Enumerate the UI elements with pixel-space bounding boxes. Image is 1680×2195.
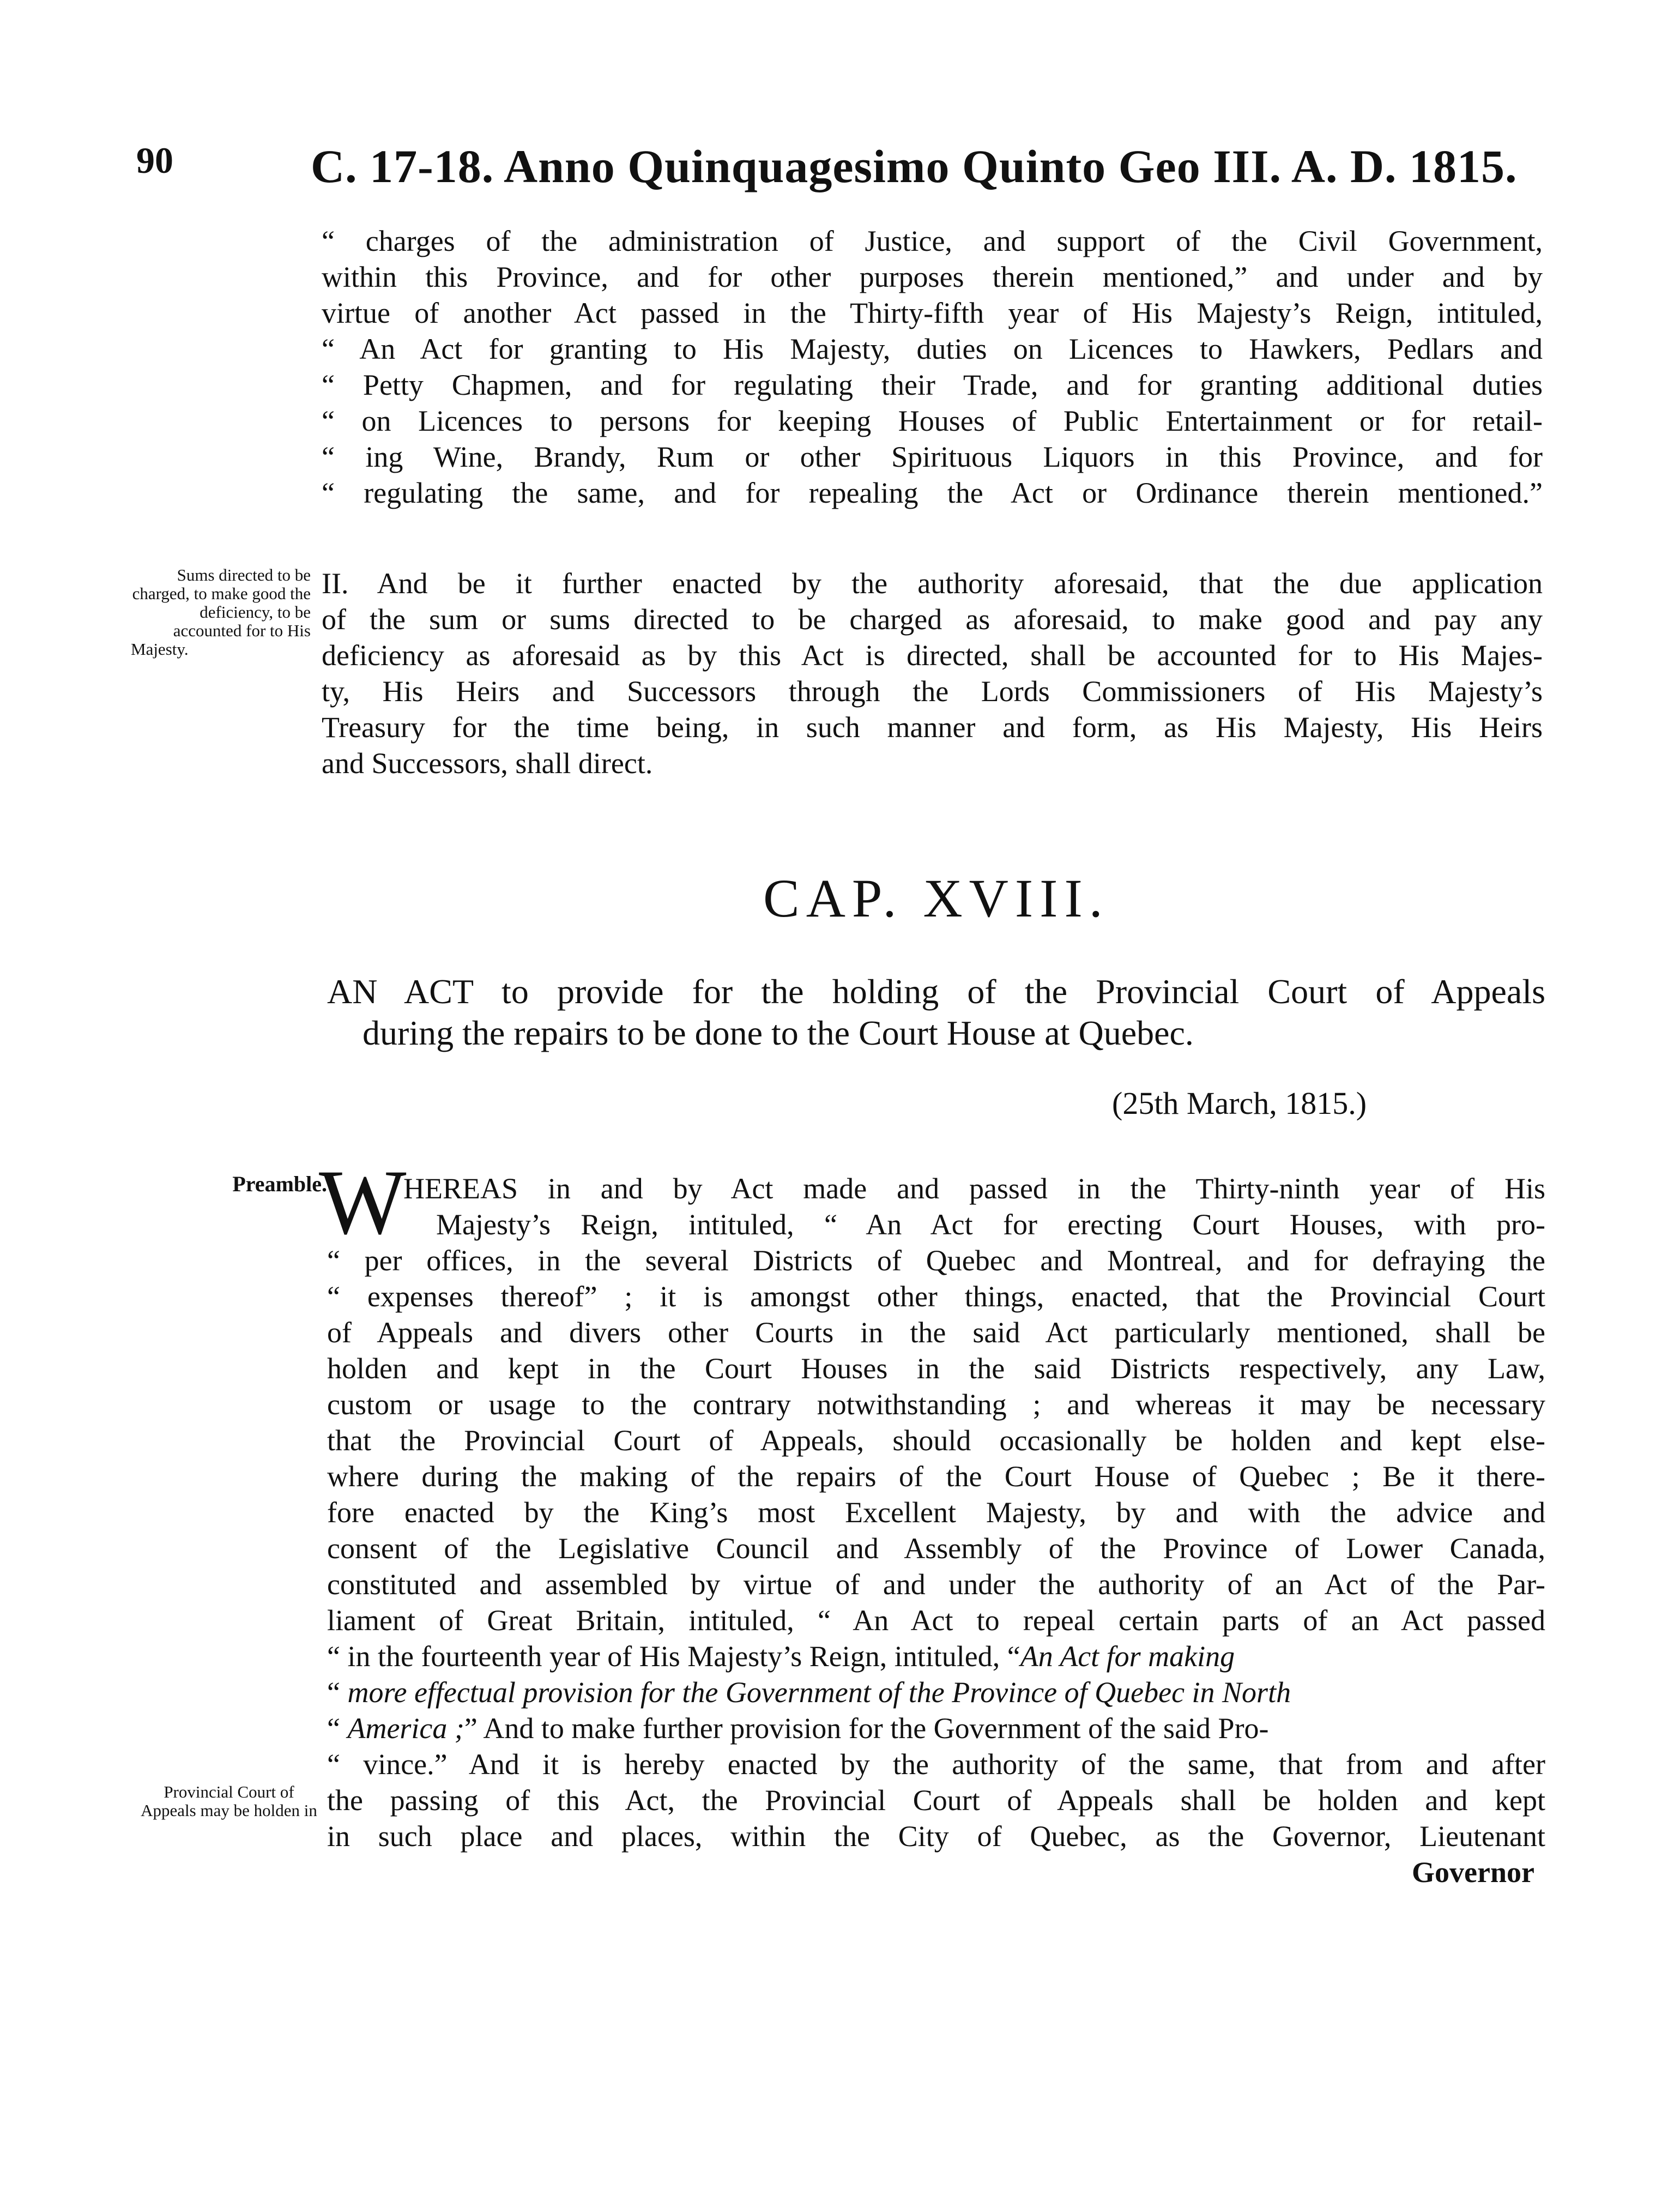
text-line: of the sum or sums directed to be charged as aforesaid, to make good and pay any xyxy=(322,603,1543,636)
text-line xyxy=(327,1639,1235,1674)
catchword: Governor xyxy=(1412,1856,1534,1889)
text-segment-italic: An Act for making xyxy=(1020,1640,1235,1673)
text-line: “ Petty Chapmen, and for regulating their Trade, and for granting additional duties xyxy=(322,369,1543,401)
text-line: consent of the Legislative Council and Assembly of the Province of Lower Canada, xyxy=(327,1532,1545,1565)
text-segment: ” And to make further provision for the Government of the said Pro- xyxy=(464,1712,1269,1745)
text-line: “ ing Wine, Brandy, Rum or other Spirituous Liquors in this Province, and for xyxy=(322,441,1543,473)
text-line: where during the making of the repairs of the Court House of Quebec ; Be it there- xyxy=(327,1460,1545,1493)
text-line: deficiency as aforesaid as by this Act is directed, shall be accounted for to His Majes- xyxy=(322,639,1543,672)
text-line: ty, His Heirs and Successors through the Lords Commissioners of His Majesty’s xyxy=(322,675,1543,708)
text-segment-italic: America ; xyxy=(347,1712,464,1745)
margin-note-sums-directed: Sums directed to be charged, to make good the deficiency, to be accounted for to His Majesty. xyxy=(131,565,311,659)
text-line: “ An Act for granting to His Majesty, duties on Licences to Hawkers, Pedlars and xyxy=(322,333,1543,365)
text-line: HEREAS in and by Act made and passed in the Thirty-ninth year of His xyxy=(403,1172,1545,1205)
text-line: “ per offices, in the several Districts of Quebec and Montreal, and for defraying the xyxy=(327,1244,1545,1277)
text-segment: “ xyxy=(327,1712,340,1745)
text-segment: “ xyxy=(327,1676,340,1709)
text-line: II. And be it further enacted by the authority aforesaid, that the due application xyxy=(322,567,1543,600)
text-line: “ vince.” And it is hereby enacted by the authority of the same, that from and after xyxy=(327,1748,1545,1781)
text-line: custom or usage to the contrary notwithstanding ; and whereas it may be necessary xyxy=(327,1388,1545,1421)
text-line: fore enacted by the King’s most Excellent Majesty, by and with the advice and xyxy=(327,1496,1545,1529)
chapter-title: CAP. XVIII. xyxy=(763,868,1109,928)
text-line xyxy=(327,1711,1269,1746)
drop-cap: W xyxy=(319,1151,407,1253)
act-title-line-1: AN ACT to provide for the holding of the Provincial Court of Appeals xyxy=(327,972,1545,1011)
text-segment-italic: more effectual provision for the Government of the Province of Quebec in North xyxy=(347,1676,1291,1709)
act-title-line-2: during the repairs to be done to the Court House at Quebec. xyxy=(362,1014,1194,1052)
text-segment: “ in the fourteenth year of His Majesty’s Reign, intituled, “ xyxy=(327,1640,1020,1673)
text-line: holden and kept in the Court Houses in the said Districts respectively, any Law, xyxy=(327,1352,1545,1385)
text-line: “ expenses thereof” ; it is amongst other things, enacted, that the Provincial Court xyxy=(327,1280,1545,1313)
margin-note-preamble: Preamble. xyxy=(232,1172,327,1196)
text-line: “ on Licences to persons for keeping Houses of Public Entertainment or for retail- xyxy=(322,405,1543,437)
text-line: “ regulating the same, and for repealing the Act or Ordinance therein mentioned.” xyxy=(322,477,1543,509)
text-line: Treasury for the time being, in such manner and form, as His Majesty, His Heirs xyxy=(322,711,1543,744)
text-line: the passing of this Act, the Provincial Court of Appeals shall be holden and kept xyxy=(327,1784,1545,1817)
text-line: that the Provincial Court of Appeals, should occasionally be holden and kept else- xyxy=(327,1424,1545,1457)
running-title: C. 17-18. Anno Quinquagesimo Quinto Geo III. A. D. 1815. xyxy=(311,140,1518,192)
text-line: “ charges of the administration of Justice, and support of the Civil Government, xyxy=(322,225,1543,257)
text-line xyxy=(327,1675,1291,1710)
page-number: 90 xyxy=(136,140,173,181)
text-line: Majesty’s Reign, intituled, “ An Act for erecting Court Houses, with pro- xyxy=(436,1208,1545,1241)
text-line: virtue of another Act passed in the Thirty-fifth year of His Majesty’s Reign, intituled, xyxy=(322,297,1543,329)
text-line: within this Province, and for other purposes therein mentioned,” and under and by xyxy=(322,261,1543,293)
text-line: of Appeals and divers other Courts in the said Act particularly mentioned, shall be xyxy=(327,1316,1545,1349)
text-line: liament of Great Britain, intituled, “ An Act to repeal certain parts of an Act passed xyxy=(327,1604,1545,1637)
text-line: constituted and assembled by virtue of and under the authority of an Act of the Par- xyxy=(327,1568,1545,1601)
act-date: (25th March, 1815.) xyxy=(1112,1086,1367,1121)
margin-note-provincial-court: Provincial Court of Appeals may be holden in xyxy=(141,1782,317,1820)
text-line: in such place and places, within the City of Quebec, as the Governor, Lieutenant xyxy=(327,1820,1545,1853)
text-line: and Successors, shall direct. xyxy=(322,747,653,780)
